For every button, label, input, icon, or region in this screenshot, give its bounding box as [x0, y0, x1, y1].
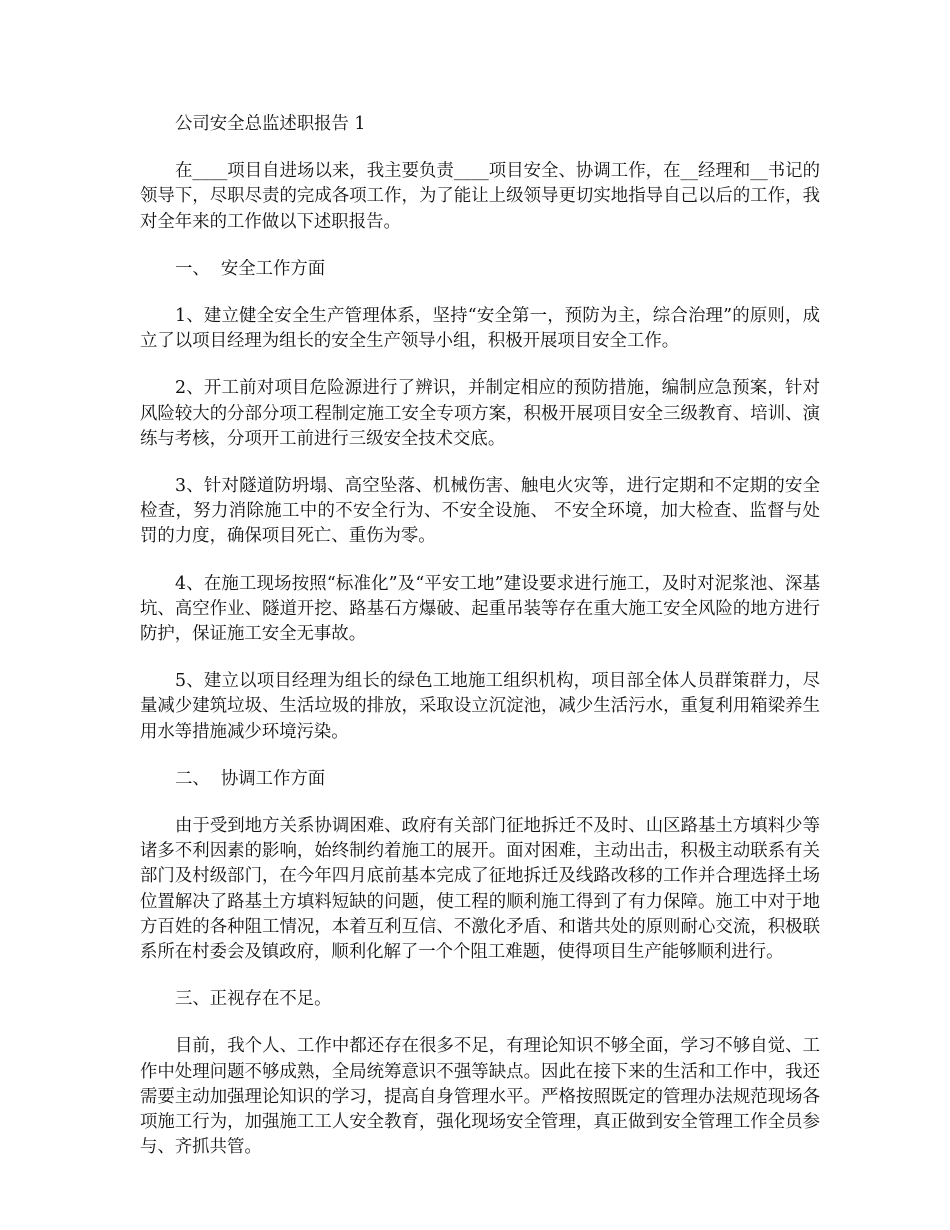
document-body: [140, 112, 820, 1183]
safety-item-1: 1、建立健全安全生产管理体系，坚持“安全第一，预防为主，综合治理”的原则，成立了以项目经理为组长的安全生产领导小组，积极开展项目安全工作。: [140, 306, 820, 352]
document-title: 公司安全总监述职报告 1: [175, 114, 366, 134]
coordination-paragraph: 由于受到地方关系协调困难、政府有关部门征地拆迁不及时、山区路基土方填料少等诸多不利因素的影响，始终制约着施工的展开。面对困难，主动出击，积极主动联系有关部门及村级部门，在今年四月底前基本完成了征地拆迁及线路改移的工作并合理选择土场位置解决了路基土方填料短缺的问题，使工程的顺利施工得到了有力保障。施工中对于地方百姓的各种阻工情况，本着互利互信、不激化矛盾、和谐共处的原则耐心交流，积极联系所在村委会及镇政府，顺利化解了一个个阻工难题，使得项目生产能够顺利进行。: [140, 816, 820, 963]
section-heading-coordination: 二、 协调工作方面: [175, 768, 326, 789]
safety-item-4: 4、在施工现场按照“标准化”及“平安工地”建设要求进行施工，及时对泥浆池、深基坑、高空作业、隧道开挖、路基石方爆破、起重吊装等存在重大施工安全风险的地方进行防护，保证施工安全无事故。: [140, 573, 820, 645]
safety-item-2: 2、开工前对项目危险源进行了辨识，并制定相应的预防措施，编制应急预案，针对风险较大的分部分项工程制定施工安全专项方案，积极开展项目安全三级教育、培训、演练与考核，分项开工前进行三级安全技术交底。: [140, 378, 820, 449]
section-heading-shortcomings: 三、正视存在不足。: [175, 989, 332, 1010]
safety-item-3: 3、针对隧道防坍塌、高空坠落、机械伤害、触电火灾等，进行定期和不定期的安全检查，努力消除施工中的不安全行为、不安全设施、 不安全环境，加大检查、监督与处罚的力度，确保项目死亡、重伤为零。: [140, 476, 820, 547]
intro-paragraph: 在____项目自进场以来，我主要负责____项目安全、协调工作，在__经理和__书记的领导下，尽职尽责的完成各项工作，为了能让上级领导更切实地指导自己以后的工作，我对全年来的工作做以下述职报告。: [140, 161, 820, 232]
shortcomings-paragraph: 目前，我个人、工作中都还存在很多不足，有理论知识不够全面，学习不够自觉、工作中处理问题不够成熟，全局统筹意识不强等缺点。因此在接下来的生活和工作中，我还需要主动加强理论知识的学习，提高自身管理水平。严格按照既定的管理办法规范现场各项施工行为，加强施工工人安全教育，强化现场安全管理，真正做到安全管理工作全员参与、齐抓共管。: [140, 1036, 820, 1158]
safety-item-5: 5、建立以项目经理为组长的绿色工地施工组织机构，项目部全体人员群策群力，尽量减少建筑垃圾、生活垃圾的排放，采取设立沉淀池，减少生活污水，重复利用箱梁养生用水等措施减少环境污染。: [140, 671, 820, 742]
section-heading-safety: 一、 安全工作方面: [175, 258, 326, 279]
